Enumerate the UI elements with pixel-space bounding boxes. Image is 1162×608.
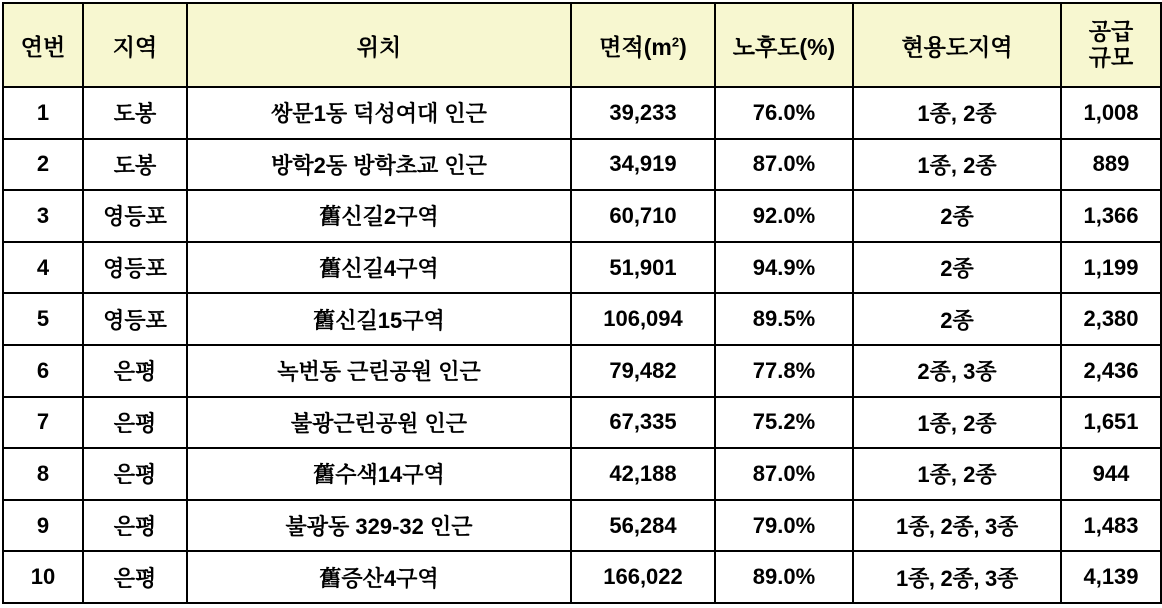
cell-area: 42,188 bbox=[571, 448, 715, 500]
column-header-age: 노후도(%) bbox=[715, 3, 853, 87]
cell-location: 舊신길15구역 bbox=[187, 293, 571, 345]
cell-area: 60,710 bbox=[571, 190, 715, 242]
column-header-no: 연번 bbox=[3, 3, 83, 87]
cell-area: 56,284 bbox=[571, 500, 715, 552]
table-body bbox=[3, 87, 1161, 603]
cell-no: 2 bbox=[3, 139, 83, 191]
cell-supply: 1,651 bbox=[1061, 397, 1161, 449]
table-row bbox=[3, 242, 1161, 294]
cell-area: 39,233 bbox=[571, 87, 715, 139]
cell-area: 34,919 bbox=[571, 139, 715, 191]
table-header bbox=[3, 3, 1161, 87]
table-row bbox=[3, 345, 1161, 397]
cell-region: 도봉 bbox=[83, 87, 187, 139]
column-header-supply-line1: 공급 bbox=[1088, 18, 1134, 45]
cell-zone: 1종, 2종 bbox=[853, 87, 1061, 139]
table-row bbox=[3, 87, 1161, 139]
cell-age: 89.0% bbox=[715, 551, 853, 603]
cell-region: 은평 bbox=[83, 345, 187, 397]
cell-region: 은평 bbox=[83, 448, 187, 500]
table-row bbox=[3, 190, 1161, 242]
area-unit: m bbox=[651, 33, 672, 60]
column-header-supply-line2: 규모 bbox=[1088, 44, 1134, 70]
cell-no: 3 bbox=[3, 190, 83, 242]
cell-area: 79,482 bbox=[571, 345, 715, 397]
cell-region: 영등포 bbox=[83, 190, 187, 242]
cell-zone: 1종, 2종 bbox=[853, 139, 1061, 191]
cell-region: 은평 bbox=[83, 397, 187, 449]
table-row bbox=[3, 500, 1161, 552]
cell-no: 8 bbox=[3, 448, 83, 500]
column-header-location: 위치 bbox=[187, 3, 571, 87]
cell-age: 79.0% bbox=[715, 500, 853, 552]
cell-no: 7 bbox=[3, 397, 83, 449]
cell-age: 77.8% bbox=[715, 345, 853, 397]
cell-age: 87.0% bbox=[715, 139, 853, 191]
cell-zone: 1종, 2종, 3종 bbox=[853, 551, 1061, 603]
cell-no: 10 bbox=[3, 551, 83, 603]
cell-no: 5 bbox=[3, 293, 83, 345]
cell-zone: 1종, 2종 bbox=[853, 397, 1061, 449]
cell-location: 방학2동 방학초교 인근 bbox=[187, 139, 571, 191]
cell-supply: 1,366 bbox=[1061, 190, 1161, 242]
cell-zone: 2종, 3종 bbox=[853, 345, 1061, 397]
cell-area: 51,901 bbox=[571, 242, 715, 294]
cell-supply: 2,380 bbox=[1061, 293, 1161, 345]
column-header-supply bbox=[1061, 3, 1161, 87]
cell-region: 은평 bbox=[83, 551, 187, 603]
area-unit-exponent: 2 bbox=[671, 33, 680, 49]
cell-area: 166,022 bbox=[571, 551, 715, 603]
housing-supply-table bbox=[2, 2, 1162, 604]
column-header-region: 지역 bbox=[83, 3, 187, 87]
cell-location: 舊신길4구역 bbox=[187, 242, 571, 294]
cell-location: 舊수색14구역 bbox=[187, 448, 571, 500]
cell-no: 6 bbox=[3, 345, 83, 397]
cell-zone: 2종 bbox=[853, 242, 1061, 294]
table-row bbox=[3, 551, 1161, 603]
cell-area: 106,094 bbox=[571, 293, 715, 345]
area-close-paren: ) bbox=[679, 33, 687, 60]
table-row bbox=[3, 293, 1161, 345]
cell-location: 불광근린공원 인근 bbox=[187, 397, 571, 449]
column-header-area bbox=[571, 3, 715, 87]
cell-no: 9 bbox=[3, 500, 83, 552]
cell-location: 녹번동 근린공원 인근 bbox=[187, 345, 571, 397]
cell-location: 불광동 329-32 인근 bbox=[187, 500, 571, 552]
area-label: 면적( bbox=[599, 33, 652, 60]
cell-region: 은평 bbox=[83, 500, 187, 552]
cell-supply: 1,008 bbox=[1061, 87, 1161, 139]
cell-age: 87.0% bbox=[715, 448, 853, 500]
cell-supply: 1,199 bbox=[1061, 242, 1161, 294]
cell-supply: 4,139 bbox=[1061, 551, 1161, 603]
cell-supply: 944 bbox=[1061, 448, 1161, 500]
table-row bbox=[3, 448, 1161, 500]
cell-age: 94.9% bbox=[715, 242, 853, 294]
cell-age: 92.0% bbox=[715, 190, 853, 242]
cell-age: 75.2% bbox=[715, 397, 853, 449]
cell-location: 쌍문1동 덕성여대 인근 bbox=[187, 87, 571, 139]
cell-zone: 2종 bbox=[853, 293, 1061, 345]
table-row bbox=[3, 397, 1161, 449]
cell-supply: 1,483 bbox=[1061, 500, 1161, 552]
header-row bbox=[3, 3, 1161, 87]
cell-age: 76.0% bbox=[715, 87, 853, 139]
cell-zone: 2종 bbox=[853, 190, 1061, 242]
cell-supply: 889 bbox=[1061, 139, 1161, 191]
cell-zone: 1종, 2종, 3종 bbox=[853, 500, 1061, 552]
table-row bbox=[3, 139, 1161, 191]
data-table-container bbox=[0, 2, 1162, 608]
cell-no: 4 bbox=[3, 242, 83, 294]
cell-supply: 2,436 bbox=[1061, 345, 1161, 397]
cell-age: 89.5% bbox=[715, 293, 853, 345]
cell-region: 도봉 bbox=[83, 139, 187, 191]
cell-location: 舊증산4구역 bbox=[187, 551, 571, 603]
cell-region: 영등포 bbox=[83, 293, 187, 345]
cell-region: 영등포 bbox=[83, 242, 187, 294]
cell-zone: 1종, 2종 bbox=[853, 448, 1061, 500]
cell-no: 1 bbox=[3, 87, 83, 139]
cell-location: 舊신길2구역 bbox=[187, 190, 571, 242]
cell-area: 67,335 bbox=[571, 397, 715, 449]
column-header-zone: 현용도지역 bbox=[853, 3, 1061, 87]
